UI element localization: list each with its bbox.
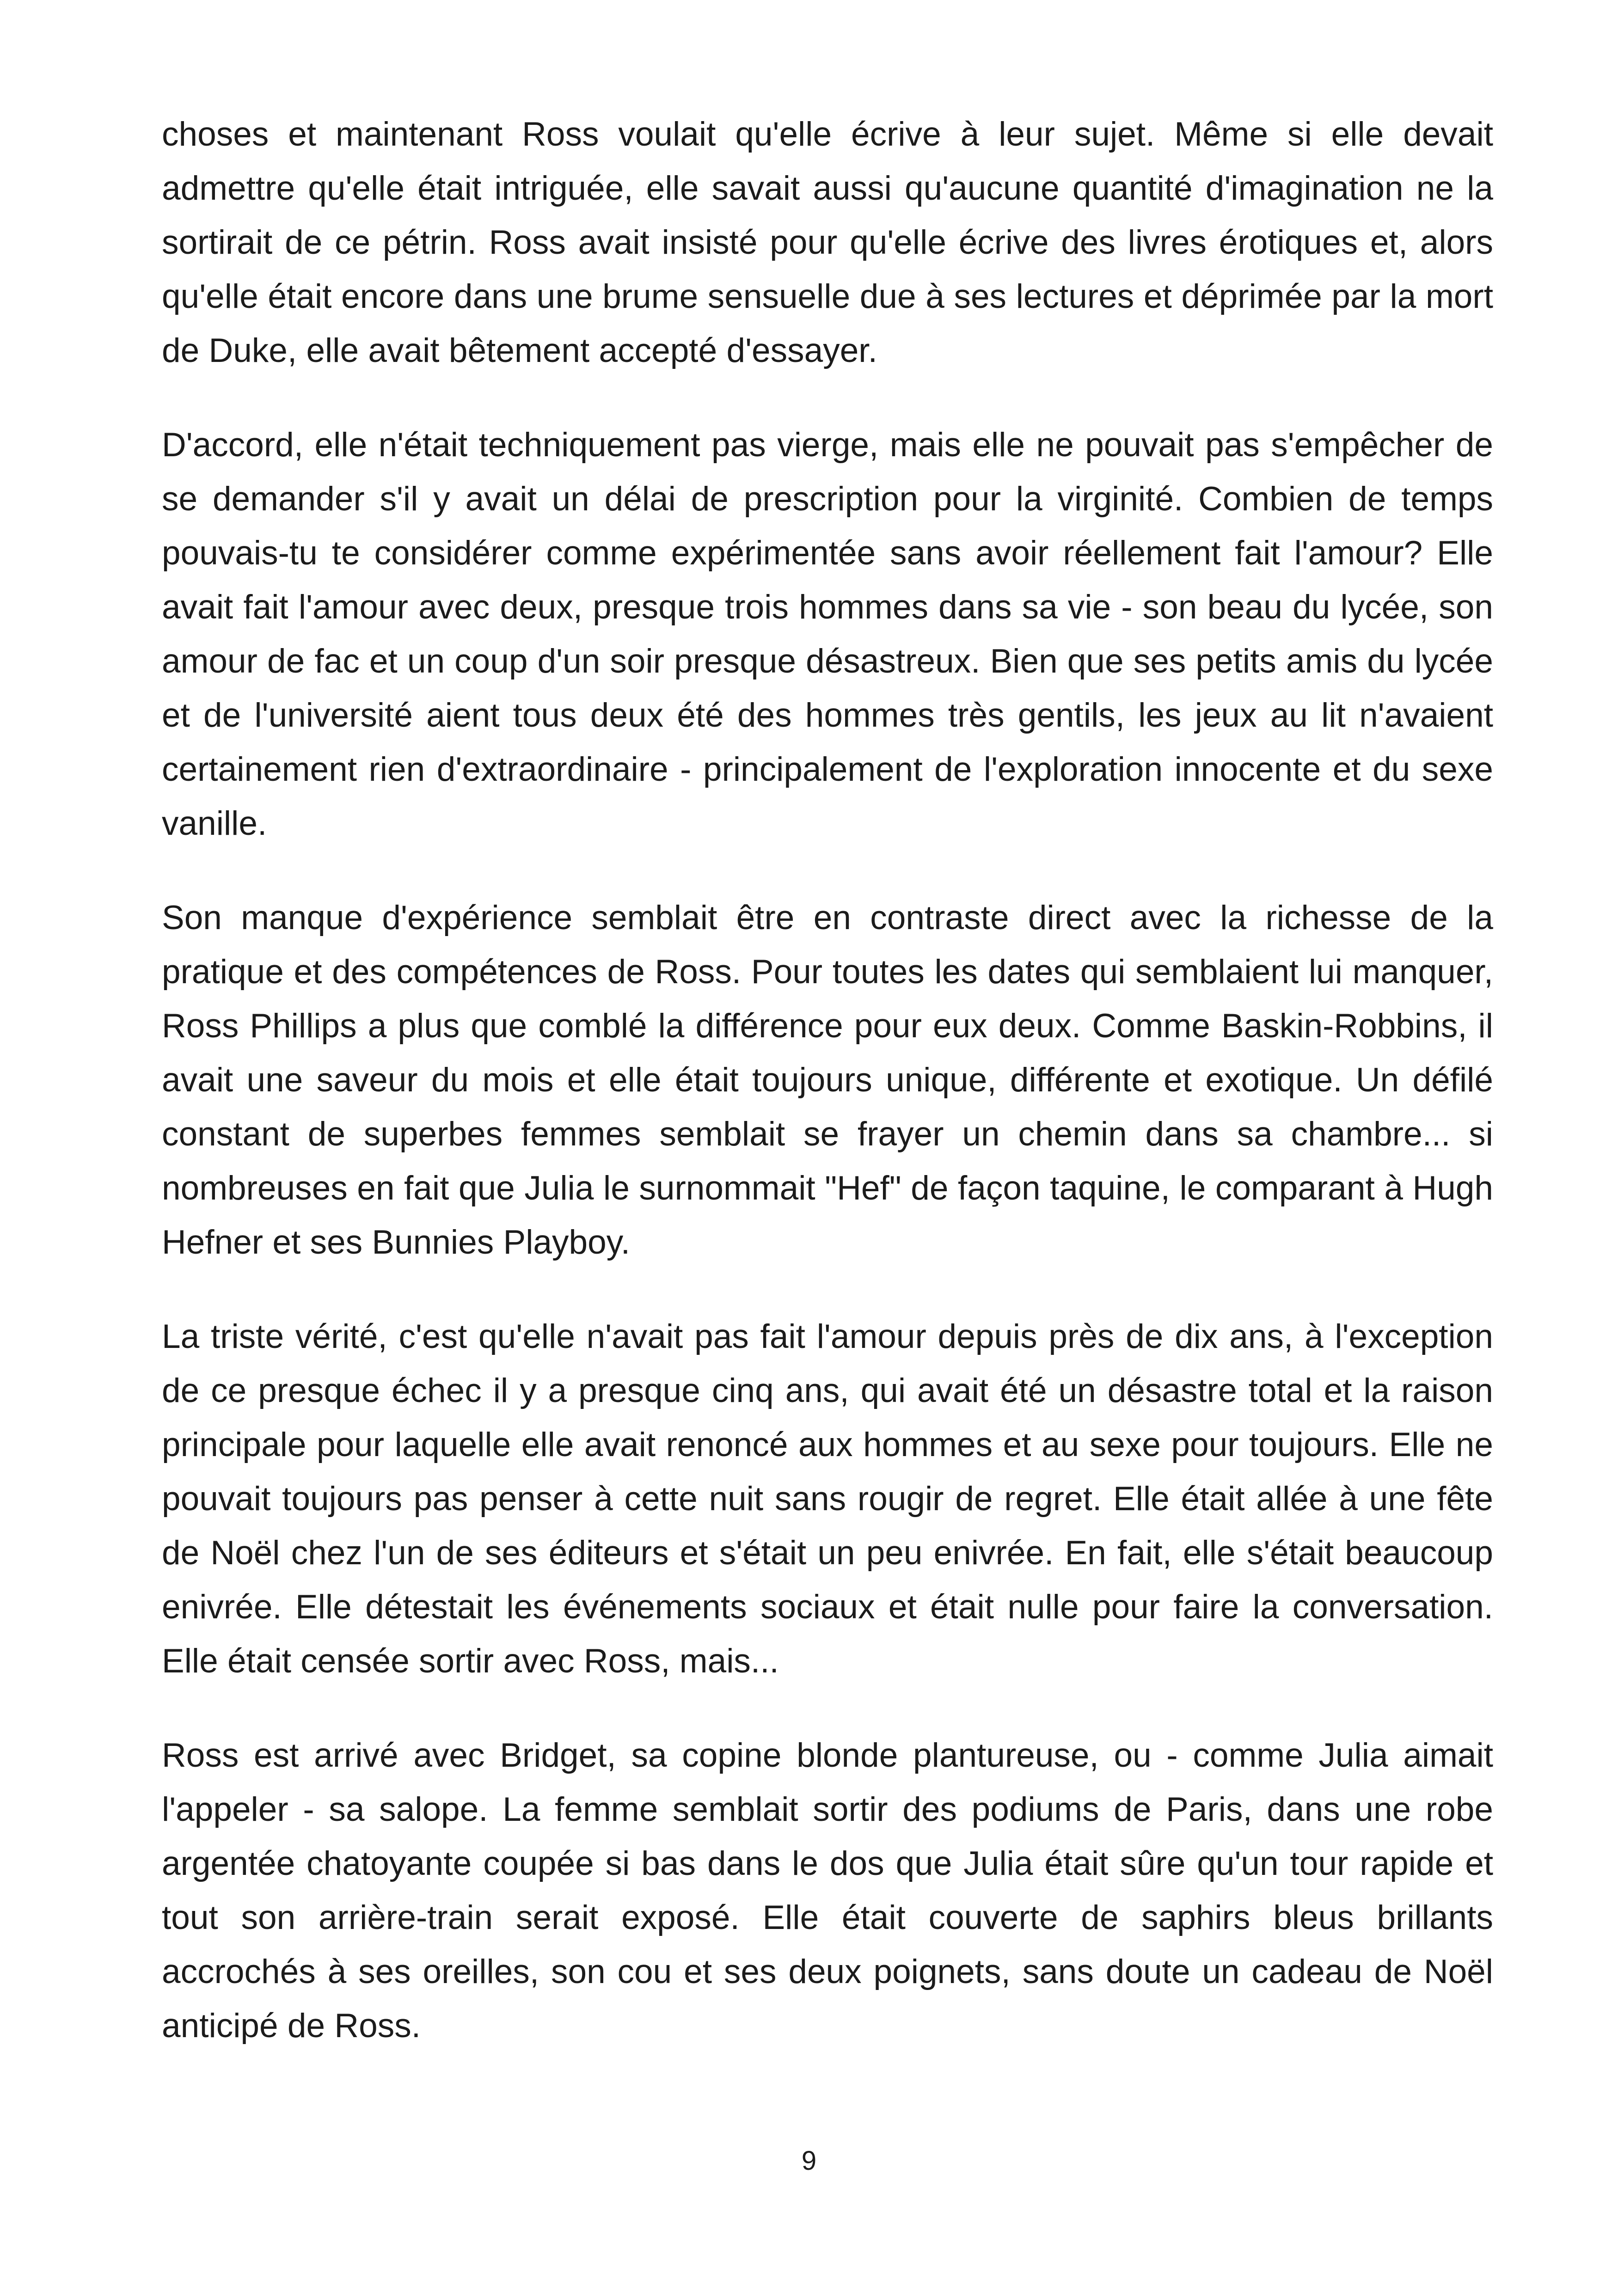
page-body-text	[162, 107, 1493, 2093]
paragraph-2: D'accord, elle n'était techniquement pas vierge, mais elle ne pouvait pas s'empêcher de se demander s'il y avait un délai de prescription pour la virginité. Combien de temps pouvais-tu te considérer comme expérimentée sans avoir réellement fait l'amour? Elle avait fait l'amour avec deux, presque trois hommes dans sa vie - son beau du lycée, son amour de fac et un coup d'un soir presque désastreux. Bien que ses petits amis du lycée et de l'université aient tous deux été des hommes très gentils, les jeux au lit n'avaient certainement rien d'extraordinaire - principalement de l'exploration innocente et du sexe vanille.	[162, 426, 1493, 842]
paragraph-4: La triste vérité, c'est qu'elle n'avait pas fait l'amour depuis près de dix ans, à l'exception de ce presque échec il y a presque cinq ans, qui avait été un désastre total et la raison principale pour laquelle elle avait renoncé aux hommes et au sexe pour toujours. Elle ne pouvait toujours pas penser à cette nuit sans rougir de regret. Elle était allée à une fête de Noël chez l'un de ses éditeurs et s'était un peu enivrée. En fait, elle s'était beaucoup enivrée. Elle détestait les événements sociaux et était nulle pour faire la conversation. Elle était censée sortir avec Ross, mais...	[162, 1318, 1493, 1680]
paragraph-3: Son manque d'expérience semblait être en contraste direct avec la richesse de la pratique et des compétences de Ross. Pour toutes les dates qui semblaient lui manquer, Ross Phillips a plus que comblé la différence pour eux deux. Comme Baskin-Robbins, il avait une saveur du mois et elle était toujours unique, différente et exotique. Un défilé constant de superbes femmes semblait se frayer un chemin dans sa chambre... si nombreuses en fait que Julia le surnommait "Hef" de façon taquine, le comparant à Hugh Hefner et ses Bunnies Playboy.	[162, 899, 1493, 1261]
paragraph-5: Ross est arrivé avec Bridget, sa copine blonde plantureuse, ou - comme Julia aimait l'appeler - sa salope. La femme semblait sortir des podiums de Paris, dans une robe argentée chatoyante coupée si bas dans le dos que Julia était sûre qu'un tour rapide et tout son arrière-train serait exposé. Elle était couverte de saphirs bleus brillants accrochés à ses oreilles, son cou et ses deux poignets, sans doute un cadeau de Noël anticipé de Ross.	[162, 1737, 1493, 2045]
page-number: 9	[801, 2146, 817, 2176]
paragraph-1: choses et maintenant Ross voulait qu'elle écrive à leur sujet. Même si elle devait admettre qu'elle était intriguée, elle savait aussi qu'aucune quantité d'imagination ne la sortirait de ce pétrin. Ross avait insisté pour qu'elle écrive des livres érotiques et, alors qu'elle était encore dans une brume sensuelle due à ses lectures et déprimée par la mort de Duke, elle avait bêtement accepté d'essayer.	[162, 116, 1493, 369]
